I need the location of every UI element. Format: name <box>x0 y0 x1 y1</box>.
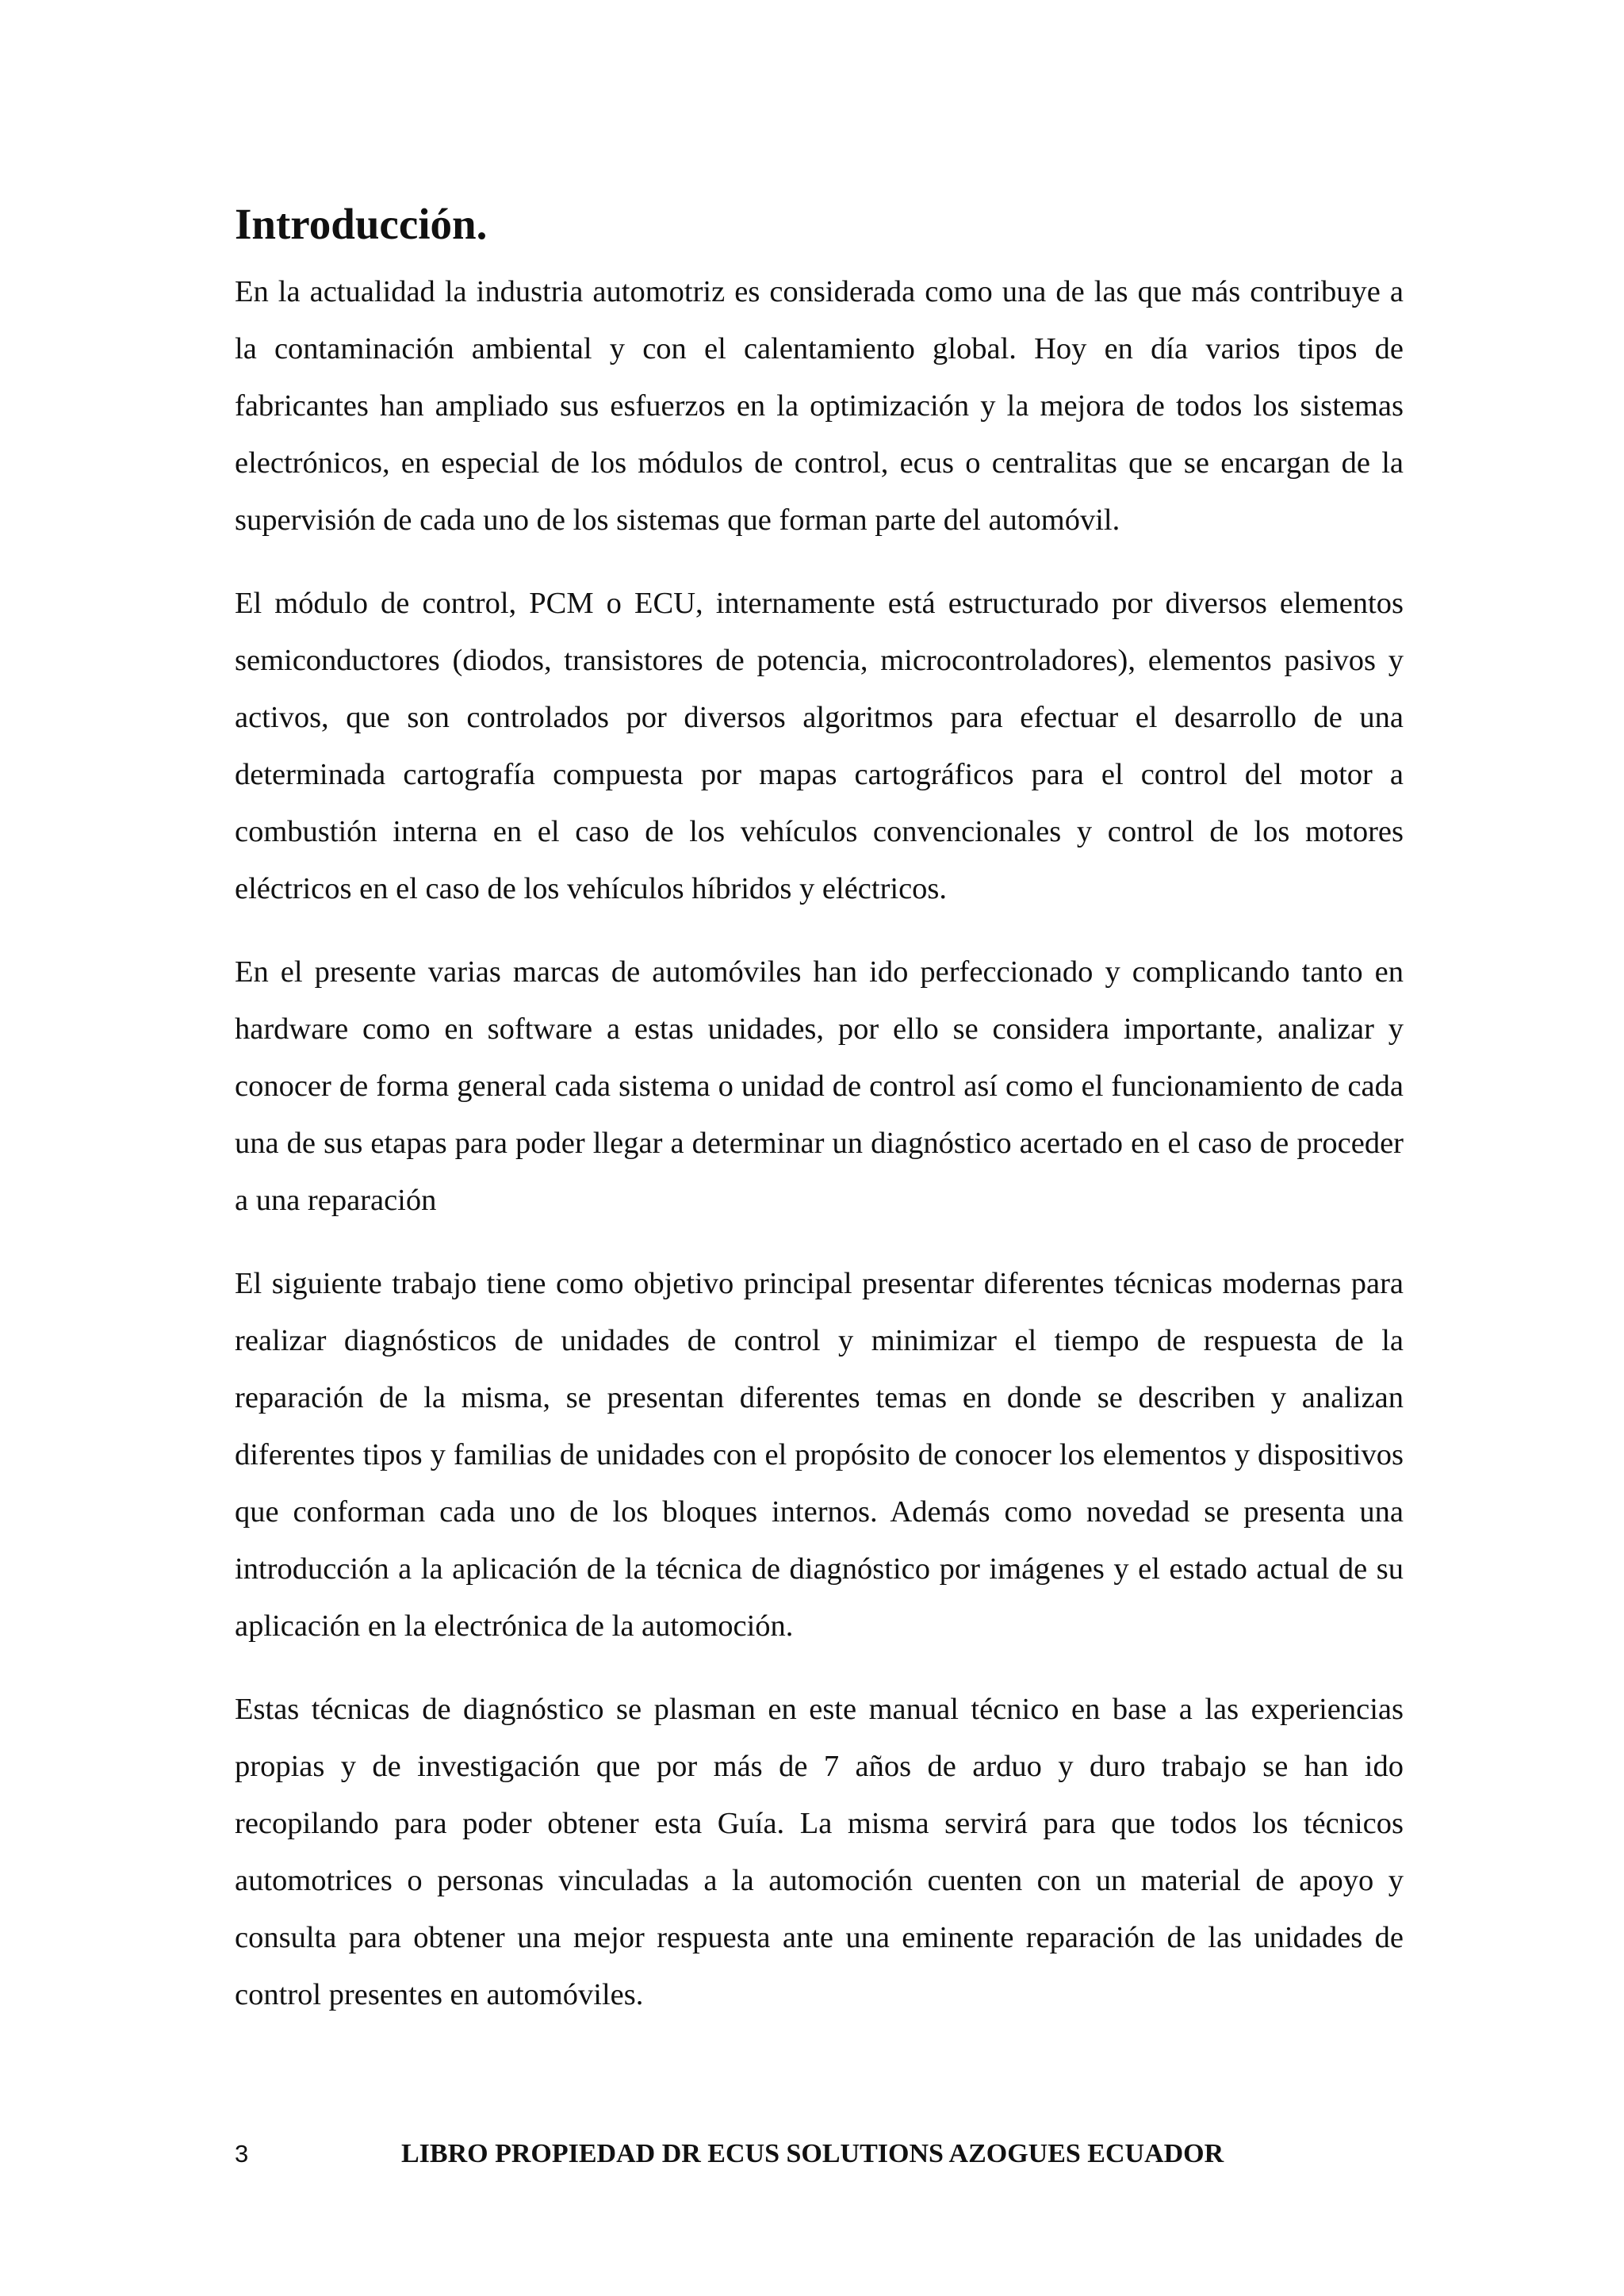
paragraph-3: En el presente varias marcas de automóviles han ido perfeccionado y complicando tanto en hardware como en software a estas unidades, por ello se considera importante, analizar y conocer de forma general cada sistema o unidad de control así como el funcionamiento de cada una de sus etapas para poder llegar a determinar un diagnóstico acertado en el caso de proceder a una reparación <box>235 955 1404 1217</box>
page-content <box>235 189 1404 2049</box>
section-title: Introducción. <box>235 200 488 248</box>
footer-text: LIBRO PROPIEDAD DR ECUS SOLUTIONS AZOGUES ECUADOR <box>401 2139 1224 2168</box>
paragraph-5: Estas técnicas de diagnóstico se plasman en este manual técnico en base a las experiencias propias y de investigación que por más de 7 años de arduo y duro trabajo se han ido recopilando para poder obtener esta Guía. La misma servirá para que todos los técnicos automotrices o personas vinculadas a la automoción cuenten con un material de apoyo y consulta para obtener una mejor respuesta ante una eminente reparación de las unidades de control presentes en automóviles. <box>235 1693 1404 2011</box>
paragraph-2: El módulo de control, PCM o ECU, internamente está estructurado por diversos elementos semiconductores (diodos, transistores de potencia, microcontroladores), elementos pasivos y activos, que son controlados por diversos algoritmos para efectuar el desarrollo de una determinada cartografía compuesta por mapas cartográficos para el control del motor a combustión interna en el caso de los vehículos convencionales y control de los motores eléctricos en el caso de los vehículos híbridos y eléctricos. <box>235 587 1404 905</box>
page-number: 3 <box>235 2140 249 2168</box>
paragraph-4: El siguiente trabajo tiene como objetivo principal presentar diferentes técnicas modernas para realizar diagnósticos de unidades de control y minimizar el tiempo de respuesta de la reparación de la misma, se presentan diferentes temas en donde se describen y analizan diferentes tipos y familias de unidades con el propósito de conocer los elementos y dispositivos que conforman cada uno de los bloques internos. Además como novedad se presenta una introducción a la aplicación de la técnica de diagnóstico por imágenes y el estado actual de su aplicación en la electrónica de la automoción. <box>235 1267 1404 1643</box>
page-footer <box>235 2134 1404 2174</box>
paragraph-1: En la actualidad la industria automotriz es considerada como una de las que más contribuye a la contaminación ambiental y con el calentamiento global. Hoy en día varios tipos de fabricantes han ampliado sus esfuerzos en la optimización y la mejora de todos los sistemas electrónicos, en especial de los módulos de control, ecus o centralitas que se encargan de la supervisión de cada uno de los sistemas que forman parte del automóvil. <box>235 275 1404 537</box>
